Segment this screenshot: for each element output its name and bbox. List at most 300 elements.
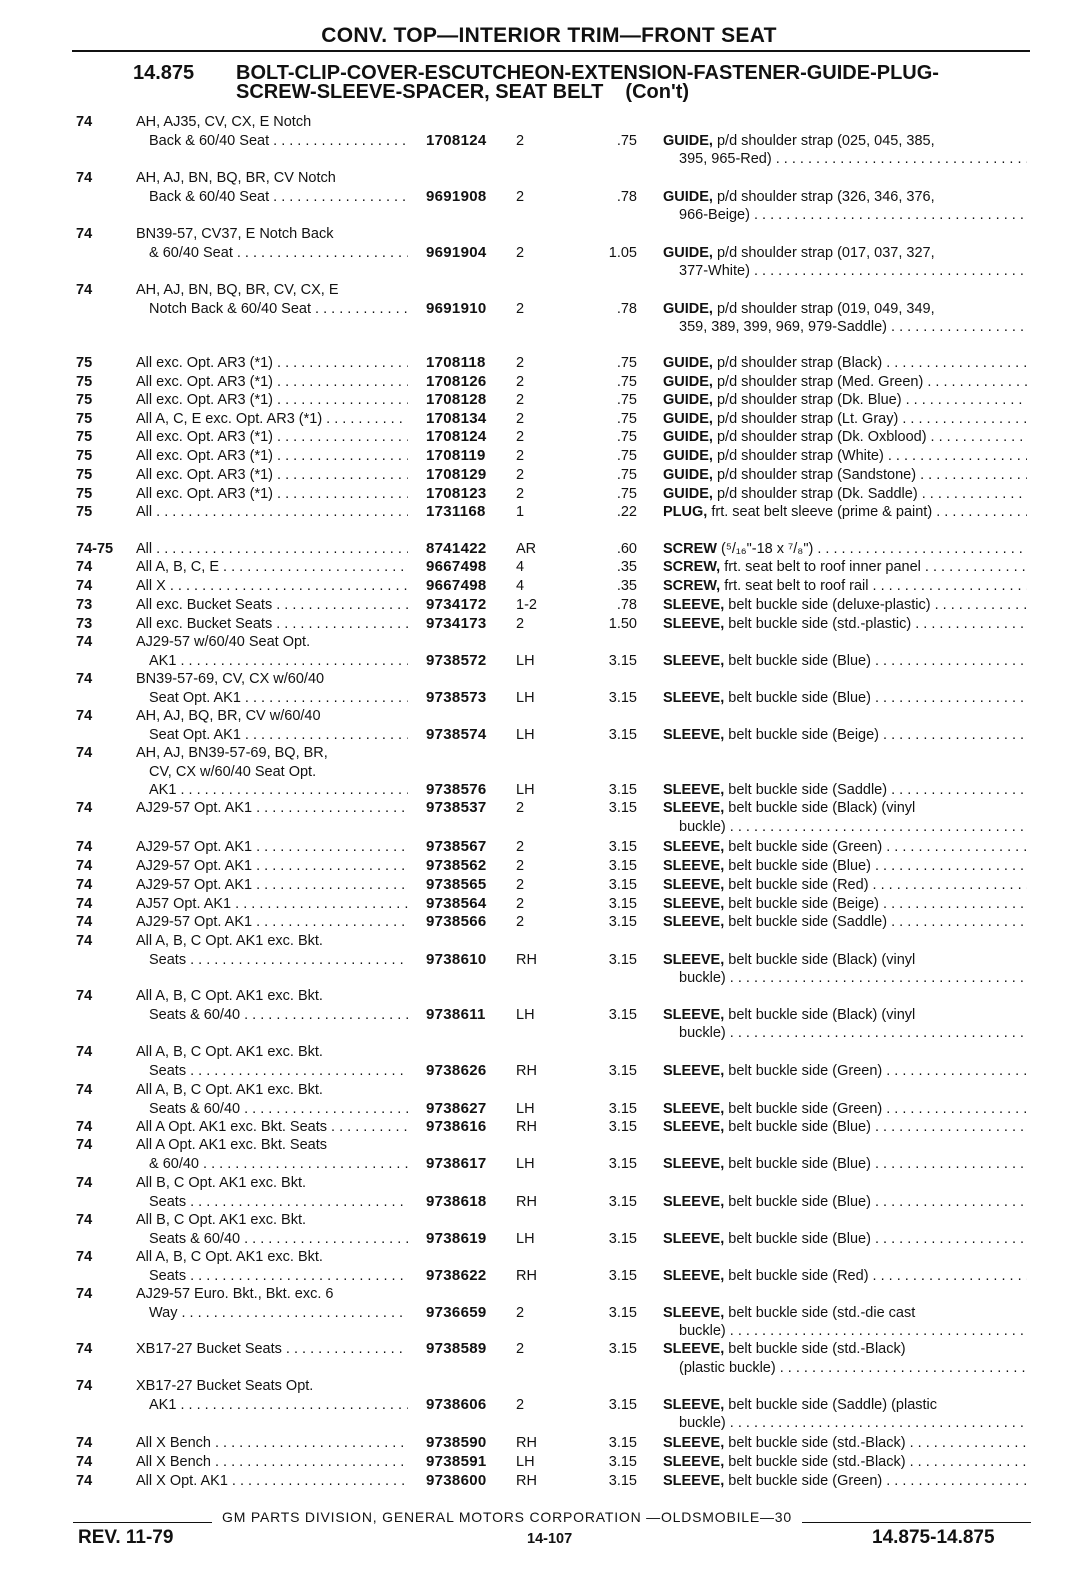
model-year: 74	[76, 933, 93, 949]
part-number: 9738618	[426, 1192, 487, 1210]
part-description	[663, 1230, 1027, 1249]
quantity: RH	[516, 1193, 537, 1210]
application-line: Back & 60/40 Seat . . .	[136, 132, 408, 151]
application-line: All B, C Opt. AK1 exc. Bkt.	[136, 1212, 307, 1228]
quantity: AR	[516, 541, 537, 557]
price: 3.15	[608, 896, 637, 912]
part-number: 9738606	[426, 1395, 487, 1413]
part-name: SLEEVE,	[663, 858, 725, 874]
part-name: GUIDE,	[663, 448, 713, 464]
application-line: Seats . . .	[136, 951, 408, 970]
description-text: p/d shoulder strap (019, 049, 349,	[716, 300, 935, 317]
quantity: 2	[516, 300, 525, 317]
part-number: 9691908	[426, 187, 487, 205]
application	[136, 1472, 408, 1491]
model-year: 74	[76, 1286, 93, 1302]
quantity: LH	[516, 689, 535, 706]
price: 1.05	[608, 244, 637, 261]
application-line: AH, AJ, BN39-57-69, BQ, BR,	[136, 745, 328, 761]
part-number: 9691904	[426, 243, 487, 261]
model-year: 74	[76, 671, 93, 687]
description-line	[663, 577, 1027, 596]
application	[136, 1377, 408, 1414]
part-description	[663, 689, 1027, 708]
description-line	[663, 1062, 1027, 1081]
description-line: buckle) . . .	[663, 1024, 1027, 1043]
model-year: 74	[76, 559, 93, 575]
application	[136, 558, 408, 577]
part-number: 9734172	[426, 596, 487, 613]
part-name: SLEEVE,	[663, 877, 725, 893]
part-description	[663, 838, 1027, 857]
footer-section-range: 14.875-14.875	[872, 1527, 995, 1548]
quantity: RH	[516, 951, 537, 968]
description-line	[663, 410, 1027, 429]
description-text: belt buckle side (std.-plastic)	[728, 616, 912, 632]
part-name: GUIDE,	[663, 411, 713, 427]
part-number: 1708123	[426, 485, 487, 502]
price: .75	[616, 374, 637, 390]
application	[136, 1136, 408, 1173]
model-year: 74	[76, 1249, 93, 1265]
part-number: 9738537	[426, 799, 487, 816]
description-line	[663, 951, 1027, 970]
part-name: SLEEVE,	[663, 914, 725, 930]
part-number: 1708128	[426, 391, 487, 408]
price: 3.15	[608, 800, 637, 816]
part-number: 9738562	[426, 857, 487, 874]
part-name: SLEEVE,	[663, 1304, 725, 1321]
part-name: SLEEVE,	[663, 652, 725, 669]
quantity: 2	[516, 877, 525, 893]
application	[136, 987, 408, 1024]
price: 3.15	[608, 1396, 637, 1413]
part-description	[663, 615, 1027, 634]
price: 3.15	[608, 1062, 637, 1079]
application-line: AH, AJ35, CV, CX, E Notch	[136, 114, 312, 130]
model-year: 75	[76, 429, 93, 445]
application	[136, 169, 408, 206]
quantity: 2	[516, 467, 525, 483]
application-line: Seats & 60/40 . . .	[136, 1100, 408, 1119]
part-name: GUIDE,	[663, 486, 713, 502]
part-number: 9738600	[426, 1472, 487, 1489]
model-year: 74	[76, 634, 93, 650]
part-description	[663, 951, 1027, 988]
description-line: 377-White) . . .	[663, 262, 1027, 281]
quantity: 2	[516, 429, 525, 445]
description-line	[663, 689, 1027, 708]
quantity: LH	[516, 726, 535, 743]
description-line	[663, 1472, 1027, 1491]
part-description	[663, 1472, 1027, 1491]
application	[136, 1043, 408, 1080]
model-year: 74	[76, 1044, 93, 1060]
part-name: GUIDE,	[663, 132, 713, 149]
part-name: GUIDE,	[663, 355, 713, 371]
model-year: 75	[76, 374, 93, 390]
part-name: SLEEVE,	[663, 1230, 725, 1247]
description-text: p/d shoulder strap (Dk. Saddle)	[716, 486, 918, 502]
part-number: 9738590	[426, 1434, 487, 1451]
application-line: AH, AJ, BQ, BR, CV w/60/40	[136, 708, 321, 724]
price: .78	[616, 597, 637, 613]
model-year: 75	[76, 504, 93, 520]
quantity: 2	[516, 1396, 525, 1413]
model-year: 74	[76, 1378, 93, 1394]
part-number: 1708129	[426, 466, 487, 483]
application-line: AK1 . . .	[136, 1396, 408, 1415]
part-number: 9691910	[426, 299, 487, 317]
application-line: Seat Opt. AK1 . . .	[136, 726, 408, 745]
application	[136, 857, 408, 876]
application-line: All A, B, C Opt. AK1 exc. Bkt.	[136, 988, 323, 1004]
application-line: BN39-57, CV37, E Notch Back	[136, 226, 334, 242]
part-number: 9738611	[426, 1005, 486, 1023]
part-description	[663, 1304, 1027, 1341]
price: .22	[616, 504, 637, 520]
application-line: AH, AJ, BN, BQ, BR, CV, CX, E	[136, 282, 339, 298]
description-line: buckle) . . .	[663, 969, 1027, 988]
application-line: All X Bench . . .	[136, 1453, 408, 1472]
description-line	[663, 503, 1027, 522]
description-line	[663, 132, 1027, 151]
quantity: 2	[516, 188, 525, 205]
model-year: 74	[76, 1119, 93, 1135]
model-year: 74	[76, 1341, 93, 1357]
description-line	[663, 485, 1027, 504]
part-description	[663, 428, 1027, 447]
quantity: 4	[516, 578, 525, 594]
description-line	[663, 373, 1027, 392]
part-description	[663, 577, 1027, 596]
part-number: 1708118	[426, 354, 486, 371]
part-description	[663, 857, 1027, 876]
description-text: belt buckle side (Blue)	[728, 652, 871, 669]
application	[136, 895, 408, 914]
part-description	[663, 1155, 1027, 1174]
part-name: SLEEVE,	[663, 1155, 725, 1172]
description-line	[663, 652, 1027, 671]
description-text: belt buckle side (deluxe-plastic)	[728, 597, 931, 613]
part-number: 9734173	[426, 615, 487, 632]
application-line: All A, B, C Opt. AK1 exc. Bkt.	[136, 1082, 323, 1098]
quantity: LH	[516, 1155, 535, 1172]
part-number: 9738572	[426, 651, 487, 669]
part-name: SLEEVE,	[663, 597, 725, 613]
description-line	[663, 1100, 1027, 1119]
quantity: 2	[516, 411, 525, 427]
price: .75	[616, 411, 637, 427]
application-line: All exc. Opt. AR3 (*1) . . .	[136, 447, 408, 466]
description-text: belt buckle side (Beige)	[728, 896, 880, 912]
description-line	[663, 447, 1027, 466]
price: 3.15	[608, 1473, 637, 1489]
description-line: 966-Beige) . . .	[663, 206, 1027, 225]
description-line	[663, 1340, 1027, 1359]
price: 3.15	[608, 1435, 637, 1451]
part-number: 9667498	[426, 577, 487, 594]
description-text: frt. seat belt to roof inner panel	[724, 559, 921, 575]
application	[136, 466, 408, 485]
description-text: belt buckle side (Blue)	[728, 858, 871, 874]
part-name: SLEEVE,	[663, 1435, 725, 1451]
description-line: 359, 389, 399, 969, 979-Saddle) . . .	[663, 318, 1027, 337]
price: 3.15	[608, 1304, 637, 1321]
description-text: belt buckle side (Blue)	[728, 1155, 871, 1172]
description-text: belt buckle side (Blue)	[728, 1119, 871, 1135]
part-name: GUIDE,	[663, 374, 713, 390]
description-text: belt buckle side (Blue)	[728, 689, 871, 706]
price: .78	[616, 300, 637, 317]
part-name: GUIDE,	[663, 392, 713, 408]
description-text: p/d shoulder strap (025, 045, 385,	[716, 132, 935, 149]
price: .78	[616, 188, 637, 205]
part-number: 9738626	[426, 1061, 487, 1079]
description-text: p/d shoulder strap (Med. Green)	[716, 374, 924, 390]
price: 3.15	[608, 1230, 637, 1247]
part-name: SLEEVE,	[663, 1100, 725, 1117]
description-line	[663, 1453, 1027, 1472]
description-text: p/d shoulder strap (Sandstone)	[716, 467, 917, 483]
part-description	[663, 485, 1027, 504]
application-line: All X Opt. AK1 . . .	[136, 1472, 408, 1491]
application	[136, 281, 408, 318]
quantity: RH	[516, 1119, 537, 1135]
application	[136, 633, 408, 670]
description-text: belt buckle side (std.-Black)	[728, 1341, 906, 1357]
part-description	[663, 1453, 1027, 1472]
price: .75	[616, 132, 637, 149]
part-description	[663, 503, 1027, 522]
part-number: 8741422	[426, 540, 487, 557]
part-name: SLEEVE,	[663, 1267, 725, 1284]
price: 3.15	[608, 858, 637, 874]
model-year: 75	[76, 486, 93, 502]
description-text: p/d shoulder strap (White)	[716, 448, 884, 464]
application-line: All exc. Bucket Seats . . .	[136, 596, 408, 615]
description-line	[663, 466, 1027, 485]
application-line: AJ29-57 Euro. Bkt., Bkt. exc. 6	[136, 1286, 334, 1302]
part-description	[663, 596, 1027, 615]
part-number: 1708124	[426, 428, 487, 445]
description-line	[663, 300, 1027, 319]
part-description	[663, 447, 1027, 466]
quantity: RH	[516, 1435, 537, 1451]
application-line: Notch Back & 60/40 Seat . . .	[136, 300, 408, 319]
part-description	[663, 188, 1027, 225]
description-line	[663, 428, 1027, 447]
price: .75	[616, 392, 637, 408]
price: 1.50	[608, 616, 637, 632]
application-line: All A Opt. AK1 exc. Bkt. Seats . . .	[136, 1118, 408, 1137]
model-year: 74-75	[76, 541, 114, 557]
application-line: AK1 . . .	[136, 652, 408, 671]
part-description	[663, 781, 1027, 800]
description-text: p/d shoulder strap (017, 037, 327,	[716, 244, 935, 261]
quantity: 2	[516, 244, 525, 261]
part-number: 1708124	[426, 131, 487, 149]
quantity: RH	[516, 1473, 537, 1489]
description-text: frt. seat belt to roof rail	[724, 578, 869, 594]
footer-page-number: 14-107	[527, 1531, 573, 1547]
description-text: belt buckle side (Black) (vinyl	[728, 951, 916, 968]
model-year: 74	[76, 1175, 93, 1191]
part-description	[663, 466, 1027, 485]
part-number: 9738610	[426, 950, 487, 968]
description-text: belt buckle side (Saddle)	[728, 914, 888, 930]
description-line: (plastic buckle) . . .	[663, 1359, 1027, 1378]
application-line: AJ29-57 Opt. AK1 . . .	[136, 913, 408, 932]
application-line: AJ29-57 Opt. AK1 . . .	[136, 838, 408, 857]
application-line: CV, CX w/60/40 Seat Opt.	[149, 763, 317, 780]
quantity: 2	[516, 616, 525, 632]
part-name: SLEEVE,	[663, 1454, 725, 1470]
application-line: All exc. Opt. AR3 (*1) . . .	[136, 466, 408, 485]
description-text: p/d shoulder strap (Dk. Oxblood)	[716, 429, 927, 445]
part-name: SLEEVE,	[663, 1473, 725, 1489]
application-line: XB17-27 Bucket Seats Opt.	[136, 1378, 314, 1394]
model-year: 74	[76, 170, 93, 186]
part-name: GUIDE,	[663, 300, 713, 317]
part-description	[663, 1193, 1027, 1212]
price: .35	[616, 559, 637, 575]
description-text: belt buckle side (Red)	[728, 1267, 869, 1284]
part-number: 9736659	[426, 1303, 487, 1321]
application-line: All exc. Opt. AR3 (*1) . . .	[136, 373, 408, 392]
quantity: 4	[516, 559, 525, 575]
part-description	[663, 300, 1027, 337]
part-description	[663, 132, 1027, 169]
model-year: 75	[76, 392, 93, 408]
part-name: SLEEVE,	[663, 1119, 725, 1135]
application	[136, 1118, 408, 1137]
application-line: All A, B, C Opt. AK1 exc. Bkt.	[136, 1249, 323, 1265]
part-name: SCREW,	[663, 578, 721, 594]
quantity: LH	[516, 1006, 535, 1023]
application	[136, 485, 408, 504]
description-line	[663, 838, 1027, 857]
application	[136, 373, 408, 392]
quantity: 2	[516, 914, 525, 930]
footer-manufacturer: GM PARTS DIVISION, GENERAL MOTORS CORPORATION —OLDSMOBILE—30	[212, 1509, 802, 1525]
part-description	[663, 726, 1027, 745]
model-year: 74	[76, 708, 93, 724]
application-line: All B, C Opt. AK1 exc. Bkt.	[136, 1175, 307, 1191]
application-line: AJ29-57 Opt. AK1 . . .	[136, 876, 408, 895]
model-year: 74	[76, 745, 93, 761]
quantity: 2	[516, 132, 525, 149]
part-number: 9738573	[426, 688, 487, 706]
part-name: SLEEVE,	[663, 839, 725, 855]
quantity: 2	[516, 355, 525, 371]
quantity: 2	[516, 392, 525, 408]
part-description	[663, 1434, 1027, 1453]
description-text: belt buckle side (Blue)	[728, 1193, 871, 1210]
group-title-cont: SCREW-SLEEVE-SPACER, SEAT BELT	[236, 81, 604, 103]
price: .75	[616, 429, 637, 445]
model-year: 74	[76, 282, 93, 298]
description-text: belt buckle side (Black) (vinyl	[728, 1006, 916, 1023]
description-line	[663, 1193, 1027, 1212]
application	[136, 113, 408, 150]
application-line: All exc. Opt. AR3 (*1) . . .	[136, 391, 408, 410]
application-line: BN39-57-69, CV, CX w/60/40	[136, 671, 325, 687]
price: 3.15	[608, 1193, 637, 1210]
model-year: 75	[76, 411, 93, 427]
part-description	[663, 1100, 1027, 1119]
application-line: Seats . . .	[136, 1267, 408, 1286]
application	[136, 932, 408, 969]
price: .75	[616, 355, 637, 371]
application-line: All exc. Opt. AR3 (*1) . . .	[136, 354, 408, 373]
application	[136, 1453, 408, 1472]
part-name: SLEEVE,	[663, 800, 725, 816]
description-text: belt buckle side (Blue)	[728, 1230, 871, 1247]
model-year: 74	[76, 858, 93, 874]
price: 3.15	[608, 652, 637, 669]
price: 3.15	[608, 1155, 637, 1172]
application-line: All . . .	[136, 503, 408, 522]
group-title: BOLT-CLIP-COVER-ESCUTCHEON-EXTENSION-FASTENER-GUIDE-PLUG-	[236, 62, 939, 84]
page-title: CONV. TOP—INTERIOR TRIM—FRONT SEAT	[321, 24, 777, 47]
description-line	[663, 1396, 1027, 1415]
quantity: LH	[516, 1100, 535, 1117]
application	[136, 410, 408, 429]
price: 3.15	[608, 914, 637, 930]
part-description	[663, 799, 1027, 836]
application-line: All X Bench . . .	[136, 1434, 408, 1453]
group-number: 14.875	[133, 62, 195, 84]
price: 3.15	[608, 1119, 637, 1135]
model-year: 73	[76, 616, 93, 632]
description-line: buckle) . . .	[663, 1414, 1027, 1433]
application	[136, 1174, 408, 1211]
description-line	[663, 1155, 1027, 1174]
description-line	[663, 895, 1027, 914]
application-line: Seats . . .	[136, 1062, 408, 1081]
description-text: p/d shoulder strap (Dk. Blue)	[716, 392, 902, 408]
model-year: 75	[76, 467, 93, 483]
application	[136, 428, 408, 447]
model-year: 74	[76, 114, 93, 130]
application	[136, 391, 408, 410]
part-name: SLEEVE,	[663, 616, 725, 632]
description-line	[663, 799, 1027, 818]
quantity: RH	[516, 1267, 537, 1284]
part-name: SCREW	[663, 541, 717, 557]
part-description	[663, 1118, 1027, 1137]
application-line: AJ29-57 Opt. AK1 . . .	[136, 799, 408, 818]
description-text: belt buckle side (Green)	[728, 1062, 883, 1079]
part-name: SLEEVE,	[663, 1341, 725, 1357]
part-number: 1708126	[426, 373, 487, 390]
quantity: RH	[516, 1062, 537, 1079]
application	[136, 1081, 408, 1118]
application	[136, 596, 408, 615]
model-year: 74	[76, 1473, 93, 1489]
model-year: 74	[76, 578, 93, 594]
part-number: 9738574	[426, 725, 487, 743]
application-line: All A Opt. AK1 exc. Bkt. Seats	[136, 1137, 328, 1153]
description-text: belt buckle side (std.-Black)	[728, 1454, 906, 1470]
price: 3.15	[608, 1267, 637, 1284]
part-name: SLEEVE,	[663, 1062, 725, 1079]
application-line: AJ29-57 w/60/40 Seat Opt.	[136, 634, 311, 650]
part-name: SLEEVE,	[663, 1396, 725, 1413]
part-name: GUIDE,	[663, 429, 713, 445]
application-line: & 60/40 Seat . . .	[136, 244, 408, 263]
